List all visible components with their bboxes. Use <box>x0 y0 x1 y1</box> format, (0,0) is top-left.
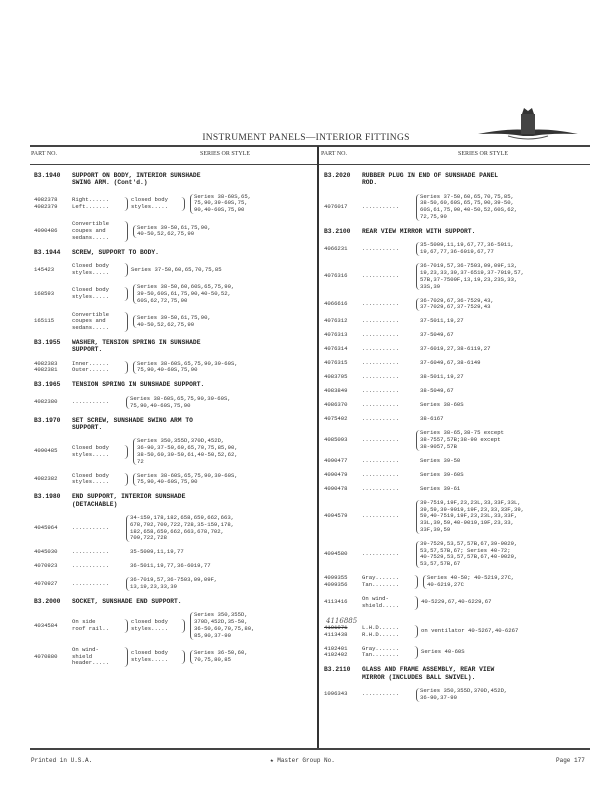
part-row <box>34 549 312 556</box>
part-number: 4094579 <box>324 512 348 520</box>
part-number: 168593 <box>34 289 55 297</box>
part-description: ........... <box>362 202 399 210</box>
part-description: On wind- shield..... <box>362 596 418 610</box>
series-list: 35-5009,11,19,67,77,36-5011, 19,67,77,36-6019,67,77 <box>416 242 586 256</box>
part-description: ........... <box>362 244 399 252</box>
part-row <box>34 563 312 570</box>
part-description: ........... <box>362 299 399 307</box>
part-row <box>324 242 586 256</box>
series-list: Series 350,355D,370D,452D, 36-90,37-90 <box>416 688 586 702</box>
part-number: 4045964 <box>34 524 58 532</box>
part-description: ........... <box>362 317 399 325</box>
series-list: 38-6167 <box>420 415 444 423</box>
part-number: 4076314 <box>324 345 348 353</box>
part-number: 1096343 <box>324 690 348 698</box>
series-list: 37-6019,27,38-6119,27 <box>420 345 491 353</box>
section-heading <box>34 381 312 388</box>
part-row <box>324 298 586 312</box>
part-description: ........... <box>362 415 399 423</box>
footer-rule <box>30 748 590 750</box>
part-number: 4102401 4102402 <box>324 644 348 659</box>
column-divider <box>317 146 319 748</box>
series-list: 36-7029,67,36-7529,43, 37-7029,67,37-7529,43 <box>416 298 586 312</box>
section-heading <box>34 417 312 431</box>
cadillac-emblem-logo <box>478 106 578 142</box>
part-row <box>34 515 312 542</box>
series-list: Series 38-60S,65,75,90,39-60S, 75,90,40-60S,75,90 <box>133 473 312 487</box>
part-number: 4082378 4082379 <box>34 195 58 210</box>
part-number: 4034584 <box>34 621 58 629</box>
body-style: closed body styles..... <box>131 197 185 211</box>
part-row <box>34 396 312 410</box>
part-description: ........... <box>362 373 399 381</box>
series-list: 36-5011,19,77,36-6019,77 <box>130 562 211 570</box>
part-description: ........... <box>362 470 399 478</box>
part-row <box>324 402 586 409</box>
part-number: 4099355 4099356 <box>324 574 348 589</box>
part-row <box>324 388 586 395</box>
section-heading <box>34 339 312 353</box>
part-number: 4076312 <box>324 317 348 325</box>
part-row <box>324 430 586 450</box>
section-code: B3.1944 <box>34 248 61 256</box>
series-list: 34-159,178,182,658,659,662,663, 678,702,709,722,728,35-159,178, 182,658,659,662,663,678,702, 709,722,728 <box>126 515 312 542</box>
section-title: END SUPPORT, INTERIOR SUNSHADE (DETACHABLE) <box>72 493 186 508</box>
part-description: Closed body styles..... <box>72 473 128 487</box>
series-list: Series 38-60S <box>420 401 464 409</box>
section-heading <box>34 598 312 605</box>
part-number: 4083849 <box>324 387 348 395</box>
part-description: ........... <box>362 690 399 698</box>
part-row <box>324 194 586 221</box>
part-description: Right...... Left....... <box>72 197 128 211</box>
page-number: Page 177 <box>556 757 585 764</box>
part-description: ........... <box>72 524 109 532</box>
part-description: Convertible coupes and sedans..... <box>72 312 128 332</box>
part-description: ........... <box>362 456 399 464</box>
part-row <box>34 647 312 667</box>
part-description: ........... <box>72 579 109 587</box>
section-title: SUPPORT ON BODY, INTERIOR SUNSHADE SWING ARM. (Cont'd.) <box>72 172 201 187</box>
col-series-right: SERIES OR STYLE <box>458 151 509 157</box>
part-description: ........... <box>362 331 399 339</box>
col-part-no-left: PART NO. <box>31 151 57 157</box>
part-description: ........... <box>362 345 399 353</box>
part-number: 4085093 <box>324 435 348 443</box>
part-description: ........... <box>362 484 399 492</box>
part-row <box>34 577 312 591</box>
part-number: 4075402 <box>324 415 348 423</box>
part-number: 4066616 <box>324 299 348 307</box>
part-row <box>324 500 586 534</box>
series-list: Series 37-50,60,65,70,75,85, 38-50,60,60S,65,75,90,39-50, 60S,61,75,90,40-50,52,60S,62, 72,75,90 <box>416 194 586 221</box>
part-description: Closed body styles..... <box>72 445 128 459</box>
part-number: 4101971 4113438 <box>324 623 348 638</box>
section-code: B3.1955 <box>34 339 61 347</box>
part-number: 4045030 <box>34 548 58 556</box>
part-row <box>324 374 586 381</box>
part-row <box>324 332 586 339</box>
series-list: Series 38-65,38-75 except 38-7557,57B;38-90 except 38-9057,57B <box>416 430 586 450</box>
series-list: 37-6049,67,38-6149 <box>420 359 481 367</box>
part-row <box>34 612 312 639</box>
series-list: 37-5011,19,27 <box>420 317 464 325</box>
part-row <box>324 541 586 568</box>
col-series-left: SERIES OR STYLE <box>200 151 251 157</box>
series-list: 37-5049,67 <box>420 331 454 339</box>
series-list: Series 38-60S,65,75,90,39-60S, 75,90,40-60S,75,90 <box>126 396 312 410</box>
part-number: 4082383 4082381 <box>34 359 58 374</box>
part-description: Gray....... Tan........ <box>362 646 418 660</box>
part-row <box>324 646 586 660</box>
part-description: ........... <box>362 401 399 409</box>
part-number: 4070927 <box>34 579 58 587</box>
part-number: 4083705 <box>324 373 348 381</box>
part-description: Inner...... Outer...... <box>72 361 128 375</box>
series-list: Series 36-50,60, 70,75,80,85 <box>190 650 312 664</box>
page-title: INSTRUMENT PANELS—INTERIOR FITTINGS <box>202 133 410 143</box>
section-code: B3.2110 <box>324 666 351 674</box>
part-row <box>324 416 586 423</box>
section-heading <box>324 172 586 186</box>
part-number: 4076313 <box>324 331 348 339</box>
series-list: Series 40-60S <box>421 647 465 655</box>
part-description: ........... <box>362 550 399 558</box>
series-list: Series 40-50; 40-5219,27C, 40-6219,27C <box>423 575 586 589</box>
series-list: 36-7019,57,36-7503,09,09F,13, 19,23,33,39,37-6519,37-7019,57, 57B,37-7509F,13,19,23,23S,33, 33S,39 <box>416 263 586 290</box>
part-number: 4094580 <box>324 550 348 558</box>
part-number: 145423 <box>34 265 55 273</box>
part-row <box>324 472 586 479</box>
series-list: Series 39-50,61,75,90, 40-50,52,62,75,90 <box>133 315 312 329</box>
part-description: ........... <box>362 359 399 367</box>
part-number: 4090479 <box>324 470 348 478</box>
part-number: 4076017 <box>324 202 348 210</box>
series-list: 35-5009,11,19,77 <box>130 548 184 556</box>
part-row <box>34 221 312 241</box>
col-part-no-right: PART NO. <box>321 151 347 157</box>
part-row <box>324 458 586 465</box>
part-number: 4070923 <box>34 562 58 570</box>
series-list: 38-5049,67 <box>420 387 454 395</box>
part-number-struck: 4101971 <box>324 623 348 631</box>
part-description: On wind- shield header..... <box>72 647 128 667</box>
part-row <box>34 361 312 375</box>
section-heading <box>324 228 586 235</box>
series-list: 38-5011,19,27 <box>420 373 464 381</box>
part-number: 4113416 <box>324 598 348 606</box>
series-list: on ventilator 40-5267,40-6267 <box>421 627 519 635</box>
part-row <box>34 194 312 214</box>
part-description: ........... <box>362 387 399 395</box>
body-style: closed body styles..... <box>131 619 185 633</box>
section-heading <box>34 249 312 256</box>
section-code: B3.1965 <box>34 381 61 389</box>
series-list: Series 38-60S,65, 75,90,39-60S,75, 90,40-60S,75,90 <box>190 194 312 214</box>
part-description: Closed body styles..... <box>72 263 128 277</box>
part-row <box>34 312 312 332</box>
part-description: On side roof rail.. <box>72 619 128 633</box>
part-row <box>34 473 312 487</box>
section-heading <box>34 172 312 186</box>
master-group-note: ★ Master Group No. <box>270 757 335 764</box>
part-number: 4070880 <box>34 652 58 660</box>
series-list: Series 37-50,60,65,70,75,85 <box>131 265 222 273</box>
section-title: REAR VIEW MIRROR WITH SUPPORT. <box>362 227 476 235</box>
part-number: 4082382 <box>34 474 58 482</box>
part-row <box>34 263 312 277</box>
part-description: ........... <box>362 435 399 443</box>
part-row <box>324 575 586 589</box>
part-row <box>324 596 586 610</box>
right-column <box>324 172 586 702</box>
section-code: B3.1970 <box>34 416 61 424</box>
section-title: WASHER, TENSION SPRING IN SUNSHADE SUPPORT. <box>72 339 201 354</box>
section-title: SOCKET, SUNSHADE END SUPPORT. <box>72 598 182 606</box>
part-row <box>34 438 312 465</box>
section-title: RUBBER PLUG IN END OF SUNSHADE PANEL ROD. <box>362 172 499 187</box>
series-list: Series 350,355D,370D,452D, 36-90,37-50,60,65,70,75,85,90, 38-50,60,39-50,61,40-50,52,62, 72 <box>133 438 312 465</box>
section-title: SCREW, SUPPORT TO BODY. <box>72 248 159 256</box>
part-description: Convertible coupes and sedans..... <box>72 221 128 241</box>
part-row <box>324 360 586 367</box>
part-row <box>324 346 586 353</box>
part-description: Gray....... Tan........ <box>362 575 418 589</box>
part-description: L.H.D...... R.H.D...... <box>362 625 418 639</box>
series-list: Series 39-61 <box>420 484 461 492</box>
part-number: 4066231 <box>324 244 348 252</box>
part-description: ........... <box>72 548 109 556</box>
section-title: GLASS AND FRAME ASSEMBLY, REAR VIEW MIRROR (INCLUDES BALL SWIVEL). <box>362 666 495 681</box>
section-heading <box>34 493 312 507</box>
section-code: B3.1980 <box>34 493 61 501</box>
series-list: Series 39-60S <box>420 470 464 478</box>
header-top-rule <box>30 145 590 147</box>
part-number: 4090477 <box>324 456 348 464</box>
part-row <box>324 263 586 290</box>
part-description: ........... <box>362 272 399 280</box>
part-description: ........... <box>362 512 399 520</box>
section-code: B3.2100 <box>324 227 351 235</box>
series-list: Series 38-50,60,60S,65,75,90, 39-50,60S,61,75,90,40-50,52, 60S,62,72,75,90 <box>133 284 312 304</box>
series-list: 36-7019,57,36-7503,09,09F, 13,19,23,33,39 <box>126 577 312 591</box>
series-list: Series 350,355D, 370D,452D,35-50, 36-50,60,70,75,80, 85,90,37-90 <box>190 612 312 639</box>
part-number: 165115 <box>34 317 55 325</box>
part-number: 4086370 <box>324 401 348 409</box>
series-list: 40-5229,67,40-6229,67 <box>421 598 492 606</box>
section-title: SET SCREW, SUNSHADE SWING ARM TO SUPPORT. <box>72 416 193 431</box>
part-row <box>324 688 586 702</box>
section-heading <box>324 666 586 680</box>
part-number: 4090486 <box>34 226 58 234</box>
part-description: ........... <box>72 562 109 570</box>
section-code: B3.1940 <box>34 172 61 179</box>
part-row <box>34 284 312 304</box>
left-column <box>34 172 312 667</box>
part-row <box>324 486 586 493</box>
series-list: Series 38-60S,65,75,90,39-60S, 75,90,40-60S,75,90 <box>133 361 312 375</box>
part-number: 4090478 <box>324 484 348 492</box>
series-list: Series 39-50,61,75,90, 40-50,52,62,75,90 <box>133 225 312 239</box>
part-number: 4076315 <box>324 359 348 367</box>
series-list: 39-7529,53,57,57B,67,39-9029, 53,57,57B,67; Series 40-72; 40-7529,53,57,57B,67,40-9029, 53,57,57B,67 <box>416 541 586 568</box>
part-number: 4090485 <box>34 447 58 455</box>
part-description: ........... <box>72 398 109 406</box>
header-bottom-rule <box>30 164 590 165</box>
section-code: B3.2020 <box>324 172 351 179</box>
printed-in-usa: Printed in U.S.A. <box>31 757 93 764</box>
series-list: 39-7519,19F,23,23L,33,33F,33L, 39,59,39-9019,19F,23,33,33F,39, 59,40-7519,19F,23,23L,33,33F, 33L,39,59,40-9019,19F,23,33, 33F,39,59 <box>416 500 586 534</box>
part-description: Closed body styles..... <box>72 287 128 301</box>
part-row <box>324 625 586 639</box>
section-title: TENSION SPRING IN SUNSHADE SUPPORT. <box>72 381 205 389</box>
part-number: 4082380 <box>34 398 58 406</box>
annotated-part-row <box>324 617 586 639</box>
part-row <box>324 318 586 325</box>
handwritten-note: 4116885 <box>326 616 358 625</box>
body-style: closed body styles..... <box>131 650 185 664</box>
series-list: Series 39-50 <box>420 456 461 464</box>
part-number: 4076316 <box>324 272 348 280</box>
section-code: B3.2000 <box>34 598 61 606</box>
